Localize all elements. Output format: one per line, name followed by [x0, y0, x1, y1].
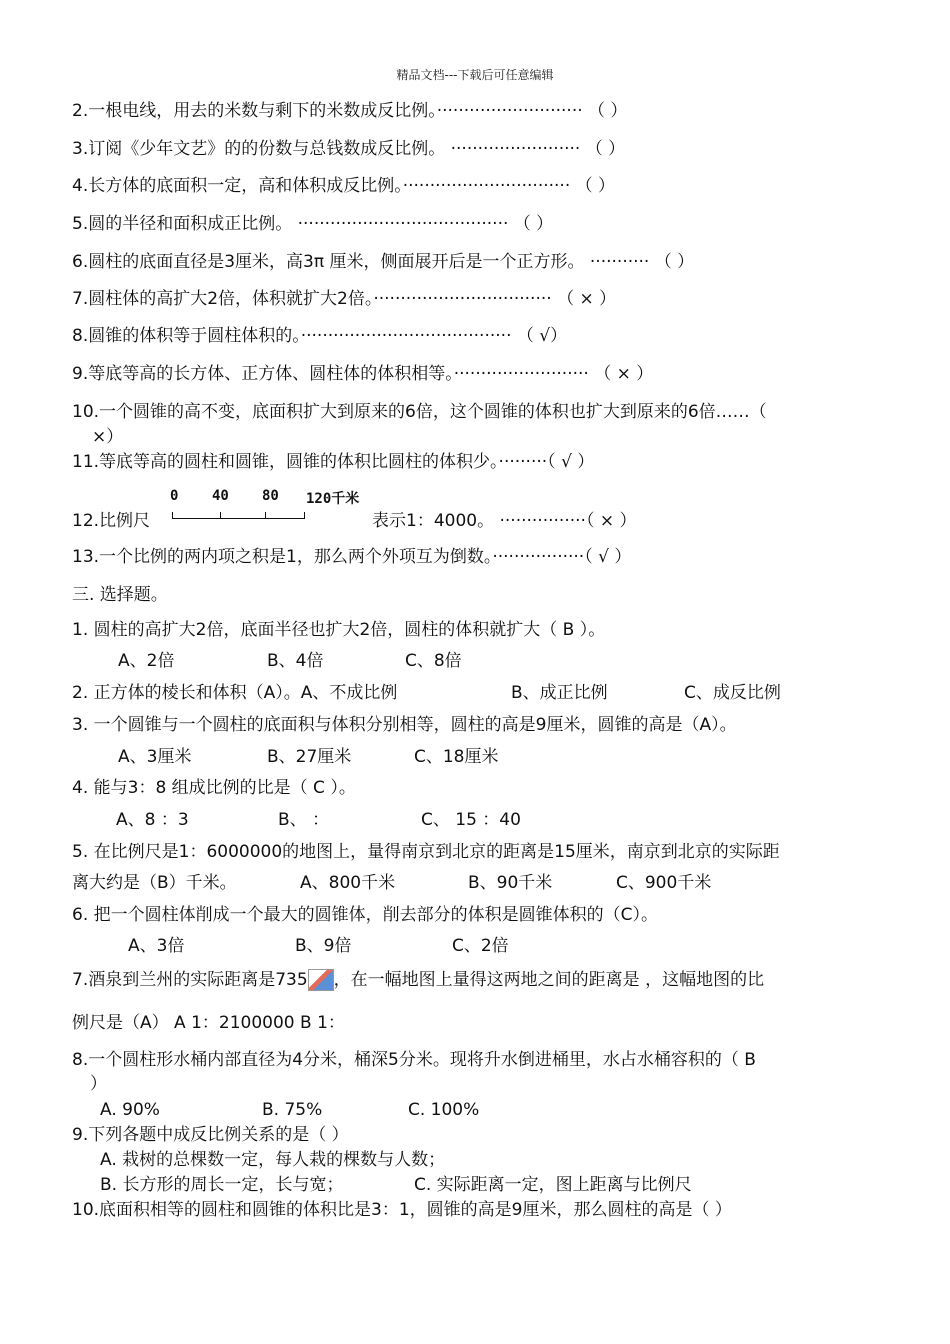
choice-q8-line2: ）: [90, 1074, 107, 1094]
choice-q4-option-a: A、8 ：3: [116, 810, 189, 830]
judge-item-6: 6.圆柱的底面直径是3厘米，高3π 厘米，侧面展开后是一个正方形。 ··········· （ ）: [72, 252, 695, 272]
judge-item-13: 13.一个比例的两内项之积是1，那么两个外项互为倒数。·················（ √ ）: [72, 547, 632, 567]
choice-q8: 8.一个圆柱形水桶内部直径为4分米，桶深5分米。现将升水倒进桶里，水占水桶容积的（ B: [72, 1050, 756, 1070]
choice-q7-text-end: ，在一幅地图上量得这两地之间的距离是 ，这幅地图的比: [333, 970, 765, 990]
section-3-title: 三. 选择题。: [72, 585, 168, 605]
judge-item-3: 3.订阅《少年文艺》的的份数与总钱数成反比例。 ························ （ ）: [72, 139, 626, 159]
choice-q6-option-b: B、9倍: [295, 936, 352, 956]
choice-q2-option-c: C、成反比例: [684, 683, 781, 703]
choice-q8-option-a: A. 90%: [100, 1100, 160, 1120]
choice-q5-line2: 离大约是（B）千米。: [72, 873, 237, 893]
judge-item-9: 9.等底等高的长方体、正方体、圆柱体的体积相等。························· （ × ）: [72, 364, 654, 384]
scale-tick: [304, 512, 305, 519]
scale-label-40: 40: [212, 488, 229, 504]
choice-q3-option-c: C、18厘米: [414, 747, 499, 767]
choice-q1: 1. 圆柱的高扩大2倍，底面半径也扩大2倍，圆柱的体积就扩大（ B ）。: [72, 620, 606, 640]
choice-q7-text-start: 7.酒泉到兰州的实际距离是735: [72, 970, 308, 990]
choice-q9-option-c: C. 实际距离一定，图上距离与比例尺: [414, 1175, 692, 1195]
scale-tick: [220, 512, 221, 519]
choice-q5-option-b: B、90千米: [468, 873, 553, 893]
choice-q7-line2: 例尺是（A） A 1：2100000 B 1：: [72, 1013, 345, 1033]
judge-item-5: 5.圆的半径和面积成正比例。 ······································· （ ）: [72, 214, 554, 234]
judge-item-12-prefix: 12.比例尺: [72, 511, 151, 531]
choice-q3-option-a: A、3厘米: [118, 747, 192, 767]
choice-q9-option-b: B. 长方形的周长一定，长与宽；: [100, 1175, 344, 1195]
broken-image-icon: [308, 969, 334, 991]
judge-item-4: 4.长方体的底面积一定，高和体积成反比例。······························· （ ）: [72, 176, 616, 196]
choice-q8-option-b: B. 75%: [262, 1100, 323, 1120]
choice-q5-option-a: A、800千米: [300, 873, 396, 893]
scale-label-80: 80: [262, 488, 279, 504]
choice-q6-option-a: A、3倍: [128, 936, 185, 956]
choice-q5-option-c: C、900千米: [616, 873, 712, 893]
scale-label-0: 0: [170, 488, 179, 504]
choice-q1-option-c: C、8倍: [405, 651, 462, 671]
choice-q2-option-b: B、成正比例: [511, 683, 608, 703]
choice-q4-option-b: B、 ：: [278, 810, 330, 830]
choice-q4-option-c: C、 15 ：40: [421, 810, 521, 830]
judge-item-2: 2.一根电线，用去的米数与剩下的米数成反比例。··························· （ ）: [72, 101, 628, 121]
choice-q9-option-a: A. 栽树的总棵数一定，每人栽的棵数与人数；: [100, 1150, 446, 1170]
choice-q1-option-b: B、4倍: [267, 651, 324, 671]
choice-q10: 10.底面积相等的圆柱和圆锥的体积比是3：1，圆锥的高是9厘米，那么圆柱的高是（ ）: [72, 1200, 732, 1220]
judge-item-11: 11.等底等高的圆柱和圆锥，圆锥的体积比圆柱的体积少。·········（ √ ）: [72, 452, 595, 472]
scale-tick: [265, 512, 266, 519]
scale-label-120: 120千米: [306, 491, 360, 507]
scale-tick: [172, 512, 173, 519]
judge-item-7: 7.圆柱体的高扩大2倍，体积就扩大2倍。································· （ × ）: [72, 289, 617, 309]
choice-q9: 9.下列各题中成反比例关系的是（ ）: [72, 1125, 349, 1145]
choice-q3-option-b: B、27厘米: [267, 747, 352, 767]
choice-q6-option-c: C、2倍: [452, 936, 509, 956]
choice-q8-option-c: C. 100%: [408, 1100, 480, 1120]
choice-q4: 4. 能与3：8 组成比例的比是（ C ）。: [72, 778, 356, 798]
page-header: 精品文档---下载后可任意编辑: [396, 68, 554, 82]
choice-q5: 5. 在比例尺是1：6000000的地图上，量得南京到北京的距离是15厘米，南京到北京的实际距: [72, 842, 780, 862]
judge-item-12-suffix: 表示1：4000。 ················（ × ）: [372, 511, 637, 531]
scale-line: [172, 518, 304, 519]
choice-q2: 2. 正方体的棱长和体积（A）。A、不成比例: [72, 683, 398, 703]
choice-q6: 6. 把一个圆柱体削成一个最大的圆锥体，削去部分的体积是圆锥体积的（C）。: [72, 905, 658, 925]
choice-q3: 3. 一个圆锥与一个圆柱的底面积与体积分别相等，圆柱的高是9厘米，圆锥的高是（A）。: [72, 715, 737, 735]
judge-item-8: 8.圆锥的体积等于圆柱体积的。······································· （ √）: [72, 326, 568, 346]
choice-q1-option-a: A、2倍: [118, 651, 175, 671]
judge-item-10-answer: ×）: [92, 427, 124, 447]
judge-item-10: 10.一个圆锥的高不变，底面积扩大到原来的6倍，这个圆锥的体积也扩大到原来的6倍……（: [72, 402, 767, 422]
choice-q7: [72, 969, 764, 991]
scale-bar-figure: [170, 488, 380, 528]
